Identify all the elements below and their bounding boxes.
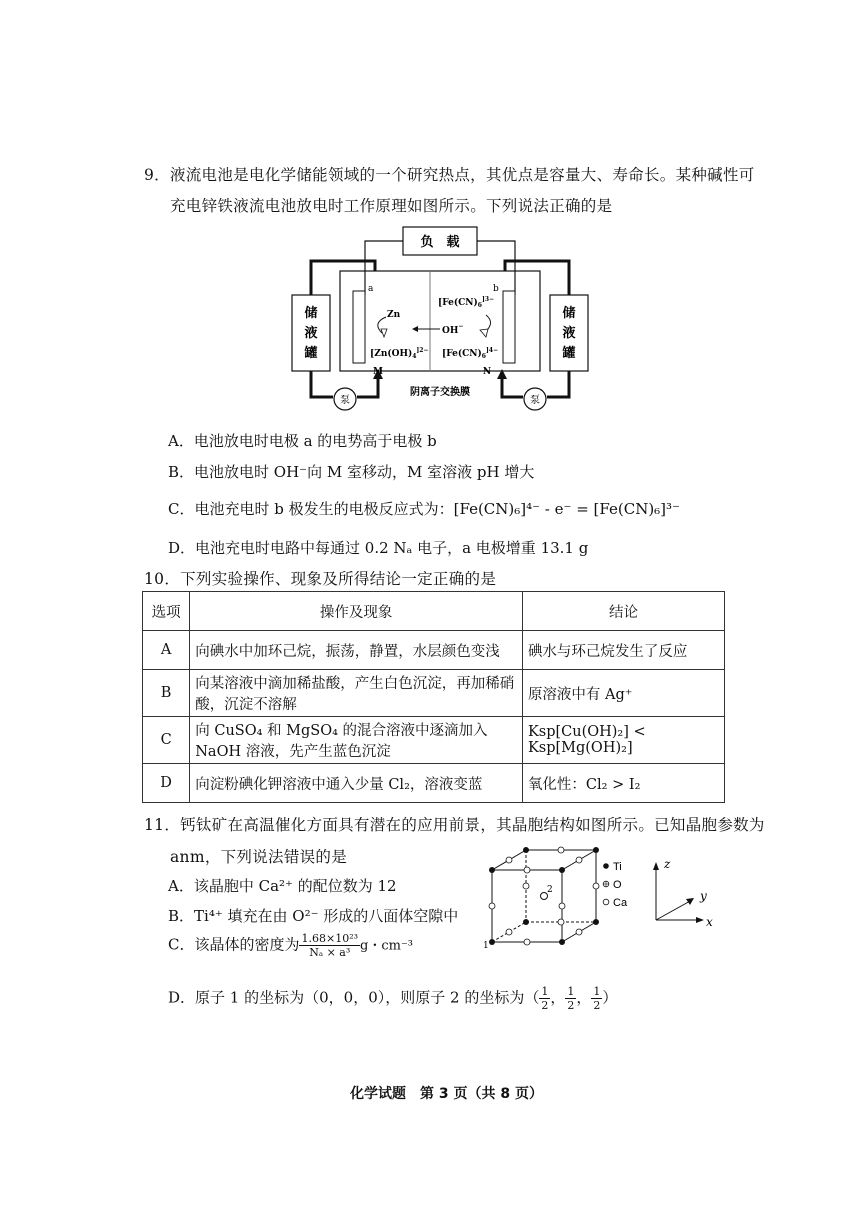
- svg-text:液: 液: [562, 326, 576, 341]
- svg-text:储: 储: [562, 306, 576, 321]
- svg-text:M: M: [373, 367, 383, 377]
- q9-option-b: B．电池放电时 OH⁻向 M 室移动，M 室溶液 pH 增大: [168, 463, 535, 481]
- table-header: 操作及现象: [190, 592, 523, 631]
- svg-text:泵: 泵: [340, 395, 350, 406]
- load-label: 负 载: [420, 235, 460, 250]
- table-header: 结论: [522, 592, 724, 631]
- q11-option-c: C．该晶体的密度为 $\frac{\text{1.68×10²³}}{\text{Nₐ × a³}}$ g・cm⁻³: [168, 932, 414, 959]
- svg-text:泵: 泵: [530, 395, 540, 406]
- legend-o: O: [613, 879, 622, 891]
- q9-option-c-equation: [Fe(CN)₆]⁴⁻ - e⁻ = [Fe(CN)₆]³⁻: [453, 500, 680, 518]
- svg-text:N: N: [482, 367, 492, 377]
- membrane-label: 阴离子交换膜: [410, 387, 470, 398]
- q9-option-d: D．电池充电时电路中每通过 0.2 Nₐ 电子，a 电极增重 13.1 g: [168, 539, 589, 557]
- table-row: C 向 CuSO₄ 和 MgSO₄ 的混合溶液中逐滴加入 NaOH 溶液，先产生蓝色沉淀 Ksp[Cu(OH)₂] < Ksp[Mg(OH)₂]: [143, 717, 725, 764]
- q11-stem-line2: anm，下列说法错误的是: [170, 848, 348, 866]
- svg-text:x: x: [706, 915, 713, 929]
- electrode-b: [503, 291, 515, 363]
- q9-stem-line1: 9．液流电池是电化学储能领域的一个研究热点，其优点是容量大、寿命长。某种碱性可: [144, 166, 755, 184]
- q9-stem-line2: 充电锌铁液流电池放电时工作原理如图所示。下列说法正确的是: [170, 197, 613, 215]
- page-footer: 化学试题 第 3 页（共 8 页）: [350, 1086, 543, 1102]
- table-row: A 向碘水中加环己烷，振荡，静置，水层颜色变浅 碘水与环己烷发生了反应: [143, 631, 725, 670]
- legend-ca: Ca: [613, 897, 628, 909]
- electrode-a: [353, 291, 365, 363]
- q11-option-a: A．该晶胞中 Ca²⁺ 的配位数为 12: [168, 877, 397, 895]
- svg-text:[Zn(OH)4]2−: [$Zn(OH)_4^{]2-}$: [370, 347, 429, 360]
- table-row: D 向淀粉碘化钾溶液中通入少量 Cl₂，溶液变蓝 氧化性：Cl₂ > I₂: [143, 764, 725, 803]
- svg-text:y: y: [700, 889, 707, 903]
- legend-ti: Ti: [613, 861, 622, 873]
- table-header: 选项: [143, 592, 190, 631]
- svg-text:[Fe(CN)6]3−: [$Fe(CN)_6^{]3-}$: [438, 296, 495, 309]
- crystal-cell-diagram: [478, 840, 728, 960]
- q11-option-d: D．原子 1 的坐标为（0，0，0），则原子 2 的坐标为（ $\frac{1}{2}$ ， $\frac{1}{2}$ ， $\frac{1}{2}$ ）: [168, 985, 618, 1012]
- q9-option-a: A．电池放电时电极 a 的电势高于电极 b: [168, 432, 437, 450]
- svg-text:Zn: Zn: [387, 310, 401, 320]
- q10-table: [142, 591, 725, 803]
- label-b: b: [493, 284, 499, 294]
- svg-text:液: 液: [304, 326, 318, 341]
- battery-diagram: [290, 225, 590, 415]
- svg-text:储: 储: [304, 306, 318, 321]
- label-a: a: [368, 284, 374, 294]
- svg-text:OH−: OH−: [442, 323, 464, 336]
- table-row: B 向某溶液中滴加稀盐酸，产生白色沉淀，再加稀硝酸，沉淀不溶解 原溶液中有 Ag⁺: [143, 670, 725, 717]
- svg-text:罐: 罐: [562, 346, 576, 361]
- svg-text:1: 1: [483, 941, 489, 951]
- svg-text:[Fe(CN)6]4−: [$Fe(CN)_6^{]4-}$: [442, 347, 499, 360]
- q10-stem: 10．下列实验操作、现象及所得结论一定正确的是: [144, 570, 497, 588]
- svg-text:罐: 罐: [304, 346, 318, 361]
- q9-option-c: C．电池充电时 b 极发生的电极反应式为：[Fe(CN)₆]⁴⁻ - e⁻ = [Fe(CN)₆]³⁻: [168, 500, 680, 518]
- table-header-row: [143, 592, 725, 631]
- q11-option-b: B．Ti⁴⁺ 填充在由 O²⁻ 形成的八面体空隙中: [168, 907, 459, 925]
- q11-stem-line1: 11．钙钛矿在高温催化方面具有潜在的应用前景，其晶胞结构如图所示。已知晶胞参数为: [144, 816, 765, 834]
- svg-text:z: z: [664, 857, 671, 871]
- svg-text:2: 2: [547, 885, 553, 895]
